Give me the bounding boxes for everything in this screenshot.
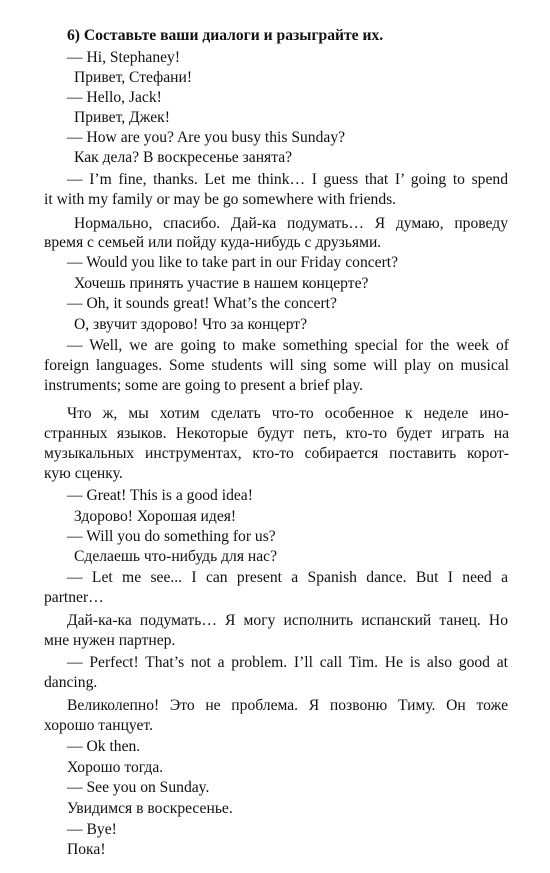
dialogue-line: — See you on Sunday.: [67, 779, 210, 796]
dialogue-line: — Would you like to take part in our Friday concert?: [67, 254, 399, 271]
dialogue-line: — Ok then.: [67, 738, 141, 755]
dialogue-line: partner…: [44, 589, 104, 606]
dialogue-line: музыкальных инструментах, кто-то собирается поставить корот-: [44, 445, 509, 462]
dialogue-line: Сделаешь что-нибудь для нас?: [74, 548, 278, 565]
dialogue-line: Увидимся в воскресенье.: [67, 800, 233, 817]
dialogue-line: — Hi, Stephaney!: [67, 49, 181, 66]
dialogue-line: — Great! This is a good idea!: [67, 487, 253, 504]
dialogue-line: — Let me see... I can present a Spanish dance. But I need a: [67, 569, 508, 586]
dialogue-line: dancing.: [44, 674, 98, 691]
dialogue-line: — How are you? Are you busy this Sunday?: [67, 129, 346, 146]
dialogue-line: мне нужен партнер.: [44, 632, 176, 649]
dialogue-line: — Oh, it sounds great! What’s the concert?: [67, 295, 337, 312]
dialogue-line: Что ж, мы хотим сделать что-то особенное к неделе ино-: [67, 405, 509, 422]
dialogue-line: хорошо танцует.: [44, 717, 153, 734]
dialogue-line: — Well, we are going to make something special for the week of: [67, 337, 509, 354]
dialogue-line: Великолепно! Это не проблема. Я позвоню Тиму. Он тоже: [67, 697, 508, 714]
dialogue-line: О, звучит здорово! Что за концерт?: [74, 316, 308, 333]
dialogue-line: Дай-ка-ка подумать… Я могу исполнить испанский танец. Но: [67, 612, 508, 629]
dialogue-line: Хорошо тогда.: [67, 759, 164, 776]
dialogue-line: Привет, Джек!: [74, 109, 170, 126]
dialogue-line: foreign languages. Some students will sing some will play on musical: [44, 357, 509, 374]
dialogue-line: Здорово! Хорошая идея!: [74, 508, 237, 525]
dialogue-line: время с семьей или пойду куда-нибудь с друзьями.: [44, 234, 382, 251]
dialogue-line: instruments; some are going to present a brief play.: [44, 377, 364, 394]
dialogue-line: странных языков. Некоторые будут петь, кто-то будет играть на: [44, 425, 509, 442]
dialogue-line: — Perfect! That’s not a problem. I’ll call Tim. He is also good at: [67, 654, 508, 671]
dialogue-line: Пока!: [67, 841, 106, 858]
dialogue-line: it with my family or may be go somewhere with friends.: [44, 191, 397, 208]
dialogue-line: Хочешь принять участие в нашем концерте?: [74, 275, 369, 292]
dialogue-line: Как дела? В воскресенье занята?: [74, 149, 293, 166]
exercise-heading: 6) Составьте ваши диалоги и разыграйте их.: [67, 27, 384, 44]
dialogue-line: Нормально, спасибо. Дай-ка подумать… Я думаю, проведу: [74, 215, 508, 232]
dialogue-line: кую сценку.: [44, 465, 123, 482]
dialogue-line: — I’m fine, thanks. Let me think… I guess that I’ going to spend: [67, 171, 508, 188]
dialogue-line: — Bye!: [67, 821, 117, 838]
dialogue-line: — Hello, Jack!: [67, 89, 162, 106]
dialogue-line: Привет, Стефани!: [74, 69, 193, 86]
dialogue-line: — Will you do something for us?: [67, 528, 276, 545]
